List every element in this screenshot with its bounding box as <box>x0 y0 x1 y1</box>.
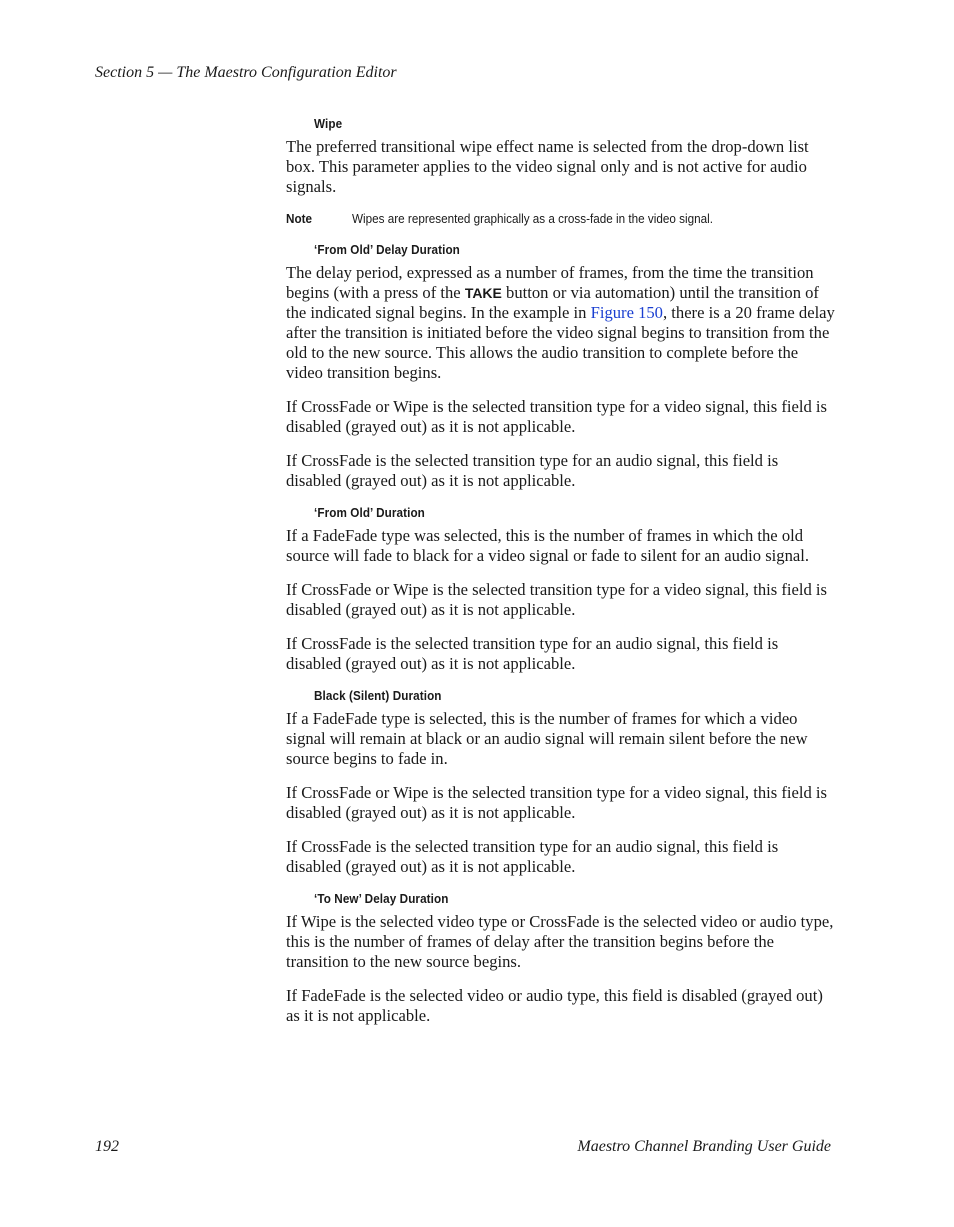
note-text: Wipes are represented graphically as a cross-fade in the video signal. <box>352 211 713 226</box>
from-old-delay-text-b: button or via automation) until the transition of the indicated signal begins. In the example in <box>286 283 819 322</box>
to-new-delay-paragraph-1: If Wipe is the selected video type or CrossFade is the selected video or audio type, this is the number of frames of delay after the transition begins before the transition to the new source begins. <box>286 912 834 971</box>
running-header: Section 5 — The Maestro Configuration Editor <box>95 64 397 81</box>
take-button-name: TAKE <box>464 285 502 301</box>
from-old-duration-paragraph-1: If a FadeFade type was selected, this is the number of frames in which the old source will fade to black for a video signal or fade to silent for an audio signal. <box>286 526 810 565</box>
from-old-delay-paragraph-3: If CrossFade is the selected transition type for an audio signal, this field is disabled (grayed out) as it is not applicable. <box>286 451 779 490</box>
black-silent-paragraph-1: If a FadeFade type is selected, this is the number of frames for which a video signal will remain at black or an audio signal will remain silent before the new source begins to fade in. <box>286 709 808 768</box>
to-new-delay-paragraph-2: If FadeFade is the selected video or audio type, this field is disabled (grayed out) as it is not applicable. <box>286 986 823 1025</box>
from-old-delay-text-c: , there is a 20 frame delay after the transition is initiated before the video signal begins to transition from the old to the new source. This allows the audio transition to complete before the video transition begins. <box>286 303 835 382</box>
heading-from-old-duration: ‘From Old’ Duration <box>314 505 425 520</box>
from-old-duration-paragraph-2: If CrossFade or Wipe is the selected transition type for a video signal, this field is disabled (grayed out) as it is not applicable. <box>286 580 827 619</box>
wipe-paragraph-1: The preferred transitional wipe effect name is selected from the drop-down list box. This parameter applies to the video signal only and is not active for audio signals. <box>286 137 809 196</box>
from-old-delay-text-a: The delay period, expressed as a number of frames, from the time the transition begins (with a press of the <box>286 263 814 302</box>
from-old-duration-paragraph-3: If CrossFade is the selected transition type for an audio signal, this field is disabled (grayed out) as it is not applicable. <box>286 634 779 673</box>
main-content <box>286 116 836 1040</box>
from-old-delay-paragraph-1 <box>286 263 836 383</box>
black-silent-paragraph-2: If CrossFade or Wipe is the selected transition type for a video signal, this field is disabled (grayed out) as it is not applicable. <box>286 783 827 822</box>
heading-black-silent-duration: Black (Silent) Duration <box>314 688 442 703</box>
note-label: Note <box>286 211 313 226</box>
from-old-delay-paragraph-2: If CrossFade or Wipe is the selected transition type for a video signal, this field is disabled (grayed out) as it is not applicable. <box>286 397 827 436</box>
page-number: 192 <box>95 1138 119 1155</box>
heading-to-new-delay: ‘To New’ Delay Duration <box>314 891 449 906</box>
guide-title: Maestro Channel Branding User Guide <box>577 1138 831 1155</box>
heading-from-old-delay: ‘From Old’ Delay Duration <box>314 242 460 257</box>
black-silent-paragraph-3: If CrossFade is the selected transition type for an audio signal, this field is disabled (grayed out) as it is not applicable. <box>286 837 779 876</box>
note-block <box>286 211 836 226</box>
figure-150-link[interactable]: Figure 150 <box>590 303 663 322</box>
heading-wipe: Wipe <box>314 116 343 131</box>
